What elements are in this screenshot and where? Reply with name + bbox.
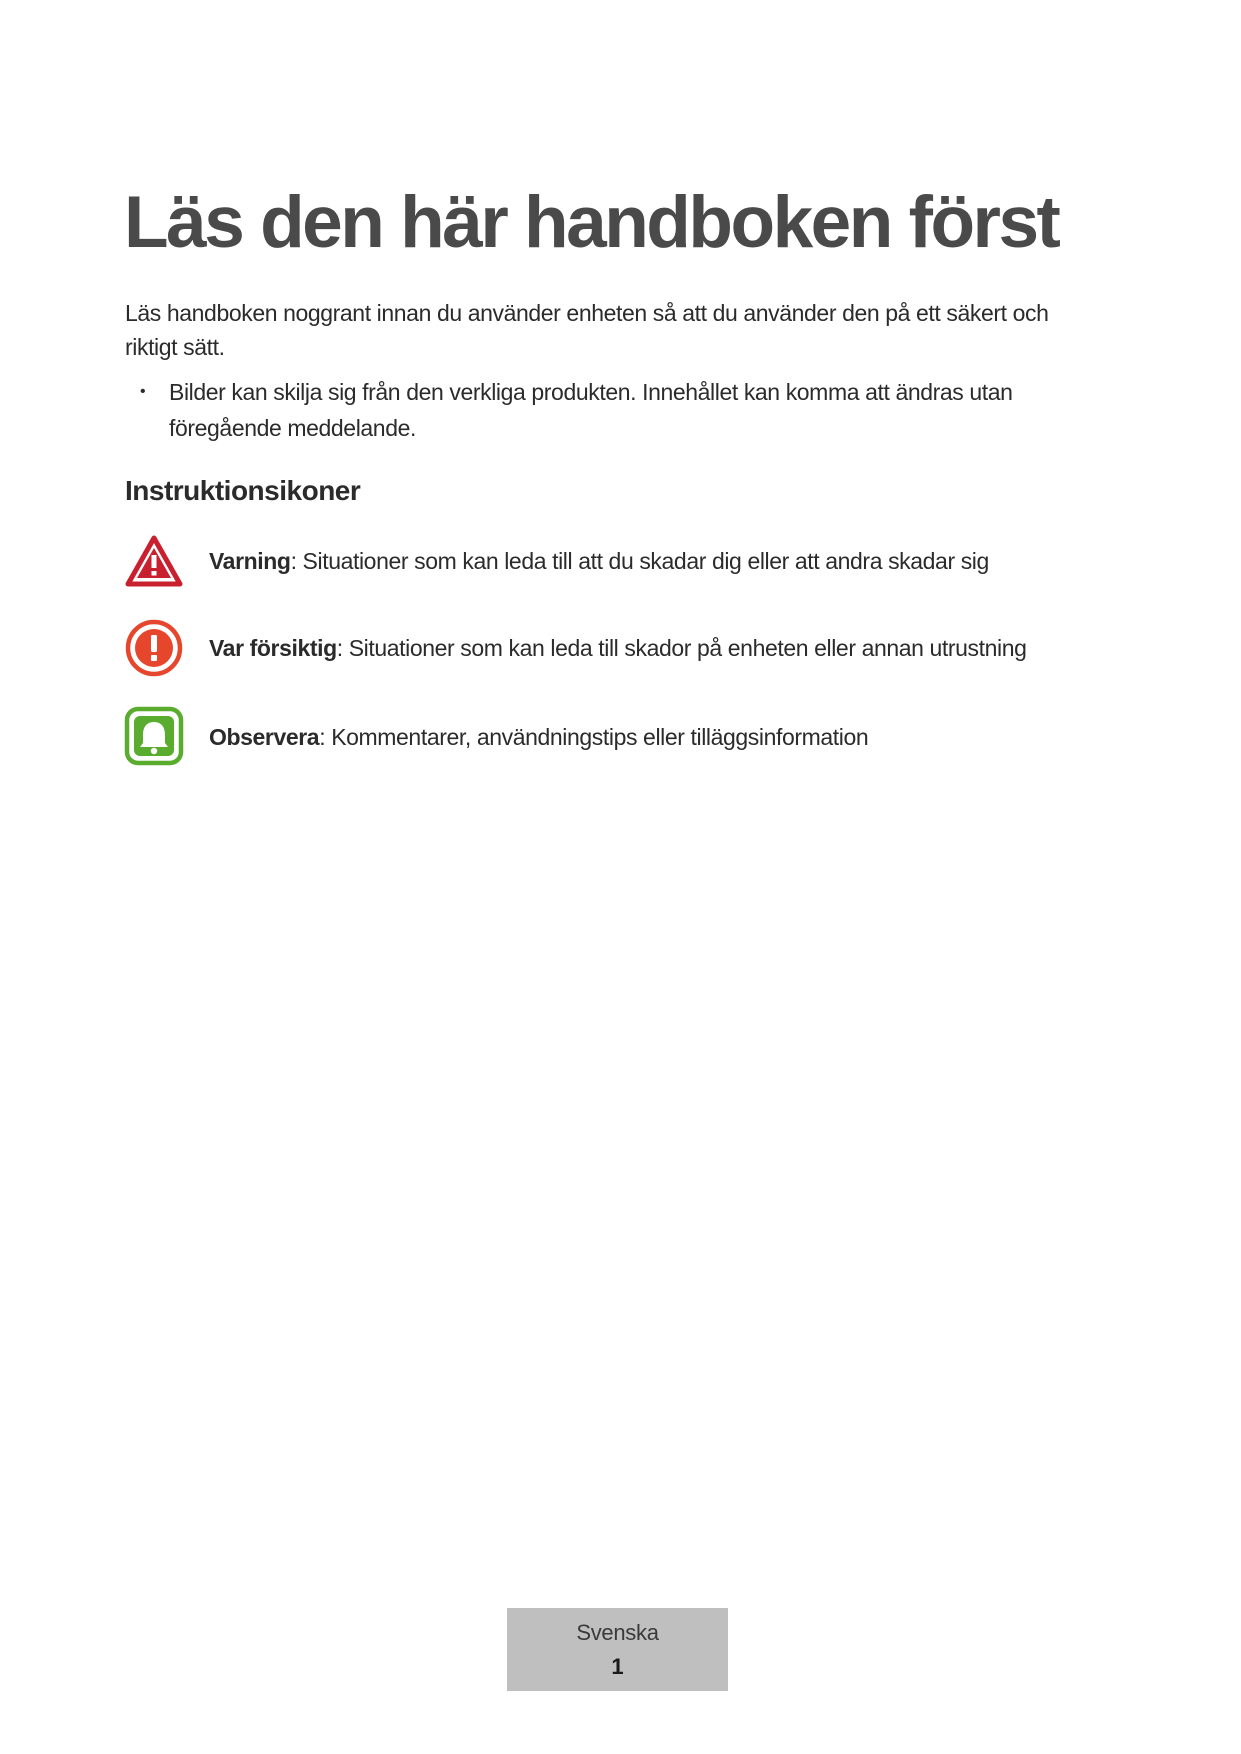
description-note: Kommentarer, användningstips eller tilläggsinformation [325,724,869,750]
bullet-mark: • [140,383,146,400]
caution-exclamation-icon [124,618,184,678]
term-warning: Varning [209,548,291,574]
footer-language: Svenska [576,1620,659,1645]
page-title: Läs den här handboken först [124,182,1059,263]
bullet-text: Bilder kan skilja sig från den verkliga produkten. Innehållet kan komma att ändras utan föregående meddelande. [169,379,1013,441]
instruction-text-caution [209,633,1027,663]
separator-warning: : [290,548,297,574]
page-footer [507,1608,728,1691]
note-bell-icon [124,706,184,766]
section-heading: Instruktionsikoner [125,475,361,506]
description-caution: Situationer som kan leda till skador på enheten eller annan utrustning [342,635,1027,661]
footer-page-number: 1 [611,1654,624,1679]
separator-note: : [319,724,326,750]
separator-caution: : [336,635,343,661]
bullet-list-item [140,374,1080,446]
instruction-row-caution [124,618,1124,678]
term-note: Observera [209,724,320,750]
description-warning: Situationer som kan leda till att du skadar dig eller att andra skadar sig [296,548,989,574]
term-caution: Var försiktig [209,635,337,661]
instruction-text-note [209,722,868,752]
intro-paragraph: Läs handboken noggrant innan du använder enheten så att du använder den på ett säkert och riktigt sätt. [125,300,1049,360]
instruction-row-note [124,706,1124,766]
warning-triangle-icon [124,532,184,592]
instruction-row-warning [124,532,1124,592]
instruction-text-warning [209,546,989,576]
